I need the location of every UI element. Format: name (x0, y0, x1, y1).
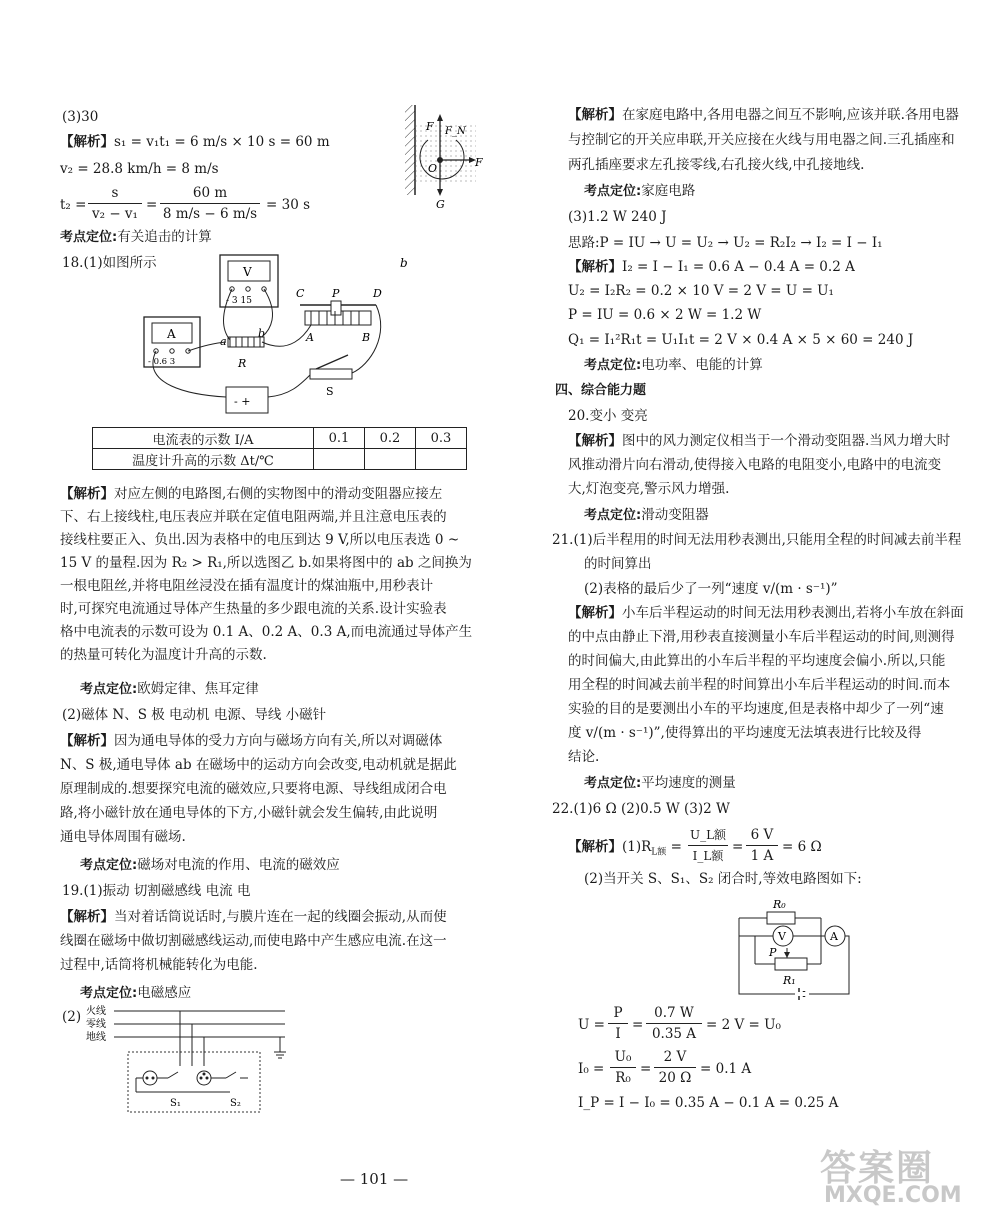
analysis-text: 实验的目的是要测出小车的平均速度,但是表格中却少了一列“速 (568, 701, 944, 717)
q19-part2: (2) (62, 1009, 82, 1025)
fraction-bar (688, 845, 728, 846)
section-heading: 四、综合能力题 (555, 383, 647, 398)
keypoint-tag: 考点定位: (60, 230, 118, 245)
r-keypoint2 (584, 356, 763, 375)
table-cell (416, 449, 467, 470)
keypoint-tag: 考点定位: (584, 358, 642, 373)
q21-answer-line1: 21.(1)后半程用的时间无法用秒表测出,只能用全程的时间减去前半程 (552, 532, 962, 548)
analysis-tag: 【解析】 (568, 259, 622, 275)
q18-keypoint1 (80, 680, 259, 699)
analysis-text: 在家庭电路中,各用电器之间互不影响,应该并联.各用电器 (622, 107, 959, 123)
analysis-text: 小车后半程运动的时间无法用秒表测出,若将小车放在斜面 (622, 605, 964, 621)
keypoint-tag: 考点定位: (80, 858, 138, 873)
analysis-text: 与控制它的开关应串联,开关应接在火线与用电器之间.三孔插座和 (568, 132, 955, 148)
force-diagram (400, 100, 500, 210)
analysis-text: 因为通电导体的受力方向与磁场方向有关,所以对调磁体 (114, 733, 443, 749)
keypoint-text: 平均速度的测量 (641, 775, 736, 791)
analysis-text: 一根电阻丝,并将电阻丝浸没在插有温度计的煤油瓶中,用秒表计 (60, 578, 434, 594)
eq-u-num: P (613, 1005, 623, 1021)
analysis-text: 用全程的时间减去前半程的时间算出小车后半程运动的时间.而本 (568, 677, 951, 693)
eq-i0-den: R₀ (615, 1070, 631, 1086)
analysis-text: 当对着话筒说话时,与膜片连在一起的线圈会振动,从而使 (114, 909, 447, 925)
q22-eq-num: U_L额 (689, 828, 727, 842)
battery-label: - + (234, 395, 251, 408)
analysis-text: 的热量可转化为温度计升高的示数. (60, 647, 267, 663)
analysis-text: 格中电流表的示数可设为 0.1 A、0.2 A、0.3 A,而电流通过导体产生 (60, 624, 473, 640)
page-number: — 101 — (340, 1170, 409, 1188)
force-f2-label: F (475, 156, 483, 169)
eq-i0-den2: 20 Ω (658, 1070, 692, 1086)
analysis-text: 通电导体周围有磁场. (60, 829, 186, 845)
r-keypoint1 (584, 182, 695, 201)
data-table (92, 427, 467, 470)
keypoint-text: 滑动变阻器 (641, 507, 709, 523)
eq-i0-num2: 2 V (663, 1049, 687, 1065)
analysis-tag: 【解析】 (568, 605, 622, 621)
q18-keypoint2 (80, 856, 340, 875)
q17-eq3-eq: = (146, 197, 158, 213)
keypoint-text: 电功率、电能的计算 (641, 357, 763, 373)
eq-i0-res: = 0.1 A (700, 1061, 752, 1077)
analysis-tag: 【解析】 (60, 134, 114, 150)
analysis-text: 大,灯泡变亮,警示风力增强. (568, 481, 730, 497)
analysis-text: 过程中,话筒将机械能转化为电能. (60, 957, 258, 973)
analysis-text: 接线柱要正入、负出.因为表格中的电压到达 9 V,所以电压表选 0 ~ (60, 532, 460, 548)
q17-eq1: s₁ = v₁t₁ = 6 m/s × 10 s = 60 m (114, 134, 330, 150)
analysis-text: 15 V 的量程.因为 R₂ > R₁,所以选图乙 b.如果将图中的 ab 之间换为 (60, 555, 472, 571)
table-cell: 0.3 (416, 428, 467, 449)
terminal-d-label: D (373, 287, 382, 300)
q17-eq3-den2: 8 m/s − 6 m/s (162, 206, 258, 222)
eq-ip: I_P = I − I₀ = 0.35 A − 0.1 A = 0.25 A (578, 1095, 839, 1111)
neutral-wire-label: 零线 (86, 1019, 106, 1030)
analysis-text: 的时间偏大,由此算出的小车后半程的平均速度会偏小.所以,只能 (568, 653, 946, 669)
switch-s1-label: S₁ (170, 1098, 181, 1109)
watermark-logo: 答案圈 (820, 1148, 935, 1189)
q22-analysis (568, 838, 682, 862)
q22-answer: 22.(1)6 Ω (2)0.5 W (3)2 W (552, 801, 730, 817)
fraction-bar (610, 1067, 636, 1068)
eq-u-res: = 2 V = U₀ (706, 1017, 781, 1033)
q22-eq-den: I_L额 (692, 849, 724, 863)
watermark-url: MXQE.COM (824, 1183, 962, 1208)
q17-eq3-num: s (111, 185, 119, 201)
voltmeter-symbol: V (778, 930, 786, 943)
keypoint-tag: 考点定位: (584, 776, 642, 791)
analysis-tag: 【解析】 (60, 909, 114, 925)
fraction-bar (160, 203, 260, 204)
analysis-text: U₂ = I₂R₂ = 0.2 × 10 V = 2 V = U = U₁ (568, 283, 834, 299)
keypoint-text: 有关追击的计算 (117, 229, 212, 245)
analysis-text: 线圈在磁场中做切割磁感线运动,而使电路中产生感应电流.在这一 (60, 933, 447, 949)
table-row (93, 449, 467, 470)
r-analysis-line1 (568, 106, 959, 124)
table-cell (365, 449, 416, 470)
analysis-tag: 【解析】 (568, 839, 622, 855)
q19-part1: 19.(1)振动 切割磁感线 电流 电 (62, 883, 251, 899)
r-keypoint3 (584, 506, 709, 525)
terminal-b2-label: B (362, 331, 371, 344)
ammeter-symbol: A (830, 930, 838, 943)
q22-eq-sub: L额 (651, 847, 667, 858)
table-cell: 0.2 (365, 428, 416, 449)
terminal-b-label: b (258, 327, 266, 340)
keypoint-text: 磁场对电流的作用、电流的磁效应 (137, 857, 340, 873)
analysis-text: P = IU = 0.6 × 2 W = 1.2 W (568, 307, 762, 323)
resistor-r-label: R (238, 357, 247, 370)
fraction-bar (88, 203, 142, 204)
terminal-a-label: a (220, 335, 227, 348)
r0-label: R₀ (773, 898, 786, 911)
q17-eq3-den: v₂ − v₁ (92, 206, 138, 222)
analysis-text: Q₁ = I₁²R₁t = U₁I₁t = 2 V × 0.4 A × 5 × 60 = 240 J (568, 332, 914, 348)
live-wire-label: 火线 (86, 1006, 106, 1017)
keypoint-tag: 考点定位: (80, 986, 138, 1001)
eq-u-den2: 0.35 A (651, 1026, 697, 1042)
r-part3: (3)1.2 W 240 J (568, 209, 667, 225)
analysis-tag: 【解析】 (568, 107, 622, 123)
analysis-text: 路,将小磁针放在通电导体的下方,小磁针就会发生偏转,由此说明 (60, 805, 438, 821)
analysis-text: I₂ = I − I₁ = 0.6 A − 0.4 A = 0.2 A (622, 259, 855, 275)
q17-analysis (60, 133, 330, 151)
q17-eq3-num2: 60 m (192, 185, 228, 201)
r-thinking: 思路:P = IU → U = U₂ → U₂ = R₂I₂ → I₂ = I − I₁ (568, 235, 883, 251)
q22-part2: (2)当开关 S、S₁、S₂ 闭合时,等效电路图如下: (584, 871, 862, 887)
table-cell (314, 449, 365, 470)
slider-p-label: P (769, 946, 777, 959)
force-f-label: F (426, 120, 434, 133)
eq-i0-lhs: I₀ = (578, 1061, 605, 1077)
ground-wire-label: 地线 (86, 1032, 106, 1043)
slider-p-label: P (332, 287, 340, 300)
r-keypoint4 (584, 774, 736, 793)
q18-part1: 18.(1)如图所示 (62, 255, 157, 271)
analysis-text: 时,可探究电流通过导体产生热量的多少跟电流的关系.设计实验表 (60, 601, 447, 617)
analysis-text: 结论. (568, 749, 600, 765)
analysis-tag: 【解析】 (60, 486, 114, 502)
fraction-bar (654, 1067, 696, 1068)
q22-eq-lhs: (1)R (622, 839, 652, 855)
q18-analysis-line1 (60, 485, 442, 503)
q18b-analysis-line1 (60, 732, 442, 750)
fraction-bar (608, 1023, 628, 1024)
q22-eq-den2: 1 A (750, 848, 774, 864)
q17-eq2: v₂ = 28.8 km/h = 8 m/s (60, 161, 219, 177)
circuit-diagram-18 (130, 245, 430, 420)
q21-part2: (2)表格的最后少了一列“速度 v/(m · s⁻¹)” (584, 581, 838, 597)
q17-part3: (3)30 (62, 109, 99, 125)
switch-s2-label: S₂ (230, 1098, 241, 1109)
q21-answer-line2: 的时间算出 (584, 556, 652, 572)
keypoint-text: 电磁感应 (137, 985, 192, 1001)
analysis-text: 风推动滑片向右滑动,使得接入电路的电阻变小,电路中的电流变 (568, 457, 942, 473)
table-row (93, 428, 467, 449)
q22-eq-res: = 6 Ω (782, 839, 822, 855)
eq-i0-eq: = (640, 1061, 652, 1077)
r-analysis2 (568, 258, 855, 276)
q22-eq-eq2: = (732, 839, 744, 855)
analysis-text: 两孔插座要求左孔接零线,右孔接火线,中孔接地线. (568, 157, 865, 173)
analysis-text: 的中点由静止下滑,用秒表直接测量小车后半程运动的时间,则测得 (568, 629, 955, 645)
analysis-text: N、S 极,通电导体 ab 在磁场中的运动方向会改变,电动机就是据此 (60, 757, 457, 773)
fraction-bar (746, 845, 778, 846)
keypoint-tag: 考点定位: (584, 508, 642, 523)
table-cell: 温度计升高的示数 Δt/℃ (93, 449, 314, 470)
keypoint-tag: 考点定位: (80, 682, 138, 697)
eq-u-lhs: U = (578, 1017, 605, 1033)
q22-eq-num2: 6 V (750, 827, 774, 843)
table-cell: 0.1 (314, 428, 365, 449)
analysis-text: 图中的风力测定仪相当于一个滑动变阻器.当风力增大时 (622, 433, 951, 449)
q18-part2: (2)磁体 N、S 极 电动机 电源、导线 小磁针 (62, 707, 327, 723)
eq-u-den: I (615, 1026, 621, 1042)
force-fn-label: F_N (445, 126, 466, 137)
q20-analysis-line1 (568, 432, 950, 450)
eq-u-num2: 0.7 W (654, 1005, 694, 1021)
label-b-top: b (400, 256, 408, 270)
r1-label: R₁ (783, 974, 796, 987)
terminal-a2-label: A (306, 331, 314, 344)
fraction-bar (646, 1023, 702, 1024)
switch-s-label: S (326, 385, 334, 398)
gravity-label: G (436, 198, 445, 210)
voltmeter-label: V (243, 265, 252, 279)
q17-eq3-res: = 30 s (266, 197, 311, 213)
keypoint-tag: 考点定位: (584, 184, 642, 199)
ammeter-label: A (167, 327, 176, 341)
voltmeter-terminals: - 3 15 (226, 296, 252, 306)
q21-analysis-line1 (568, 604, 964, 622)
point-o-label: O (428, 162, 438, 175)
keypoint-text: 欧姆定律、焦耳定律 (137, 681, 259, 697)
equivalent-circuit-diagram (725, 892, 860, 1002)
terminal-c-label: C (296, 287, 305, 300)
q19-analysis-line1 (60, 908, 447, 926)
analysis-text: 原理制成的.想要探究电流的磁效应,只要将电源、导线组成闭合电 (60, 781, 447, 797)
q20-answer: 20.变小 变亮 (568, 408, 648, 424)
analysis-tag: 【解析】 (60, 733, 114, 749)
eq-u-eq: = (632, 1017, 644, 1033)
q17-eq3-lhs: t₂ = (60, 197, 87, 213)
q22-eq-eq1: = (666, 839, 682, 855)
analysis-tag: 【解析】 (568, 433, 622, 449)
eq-i0-num: U₀ (614, 1049, 632, 1065)
analysis-text: 对应左侧的电路图,右侧的实物图中的滑动变阻器应接左 (114, 486, 443, 502)
keypoint-text: 家庭电路 (641, 183, 696, 199)
table-cell: 电流表的示数 I/A (93, 428, 314, 449)
household-wiring-diagram (80, 1000, 300, 1118)
analysis-text: 度 v/(m · s⁻¹)”,使得算出的平均速度无法填表进行比较及得 (568, 725, 922, 741)
ammeter-terminals: - 0.6 3 (148, 357, 176, 367)
analysis-text: 下、右上接线柱,电压表应并联在定值电阻两端,并且注意电压表的 (60, 509, 447, 525)
